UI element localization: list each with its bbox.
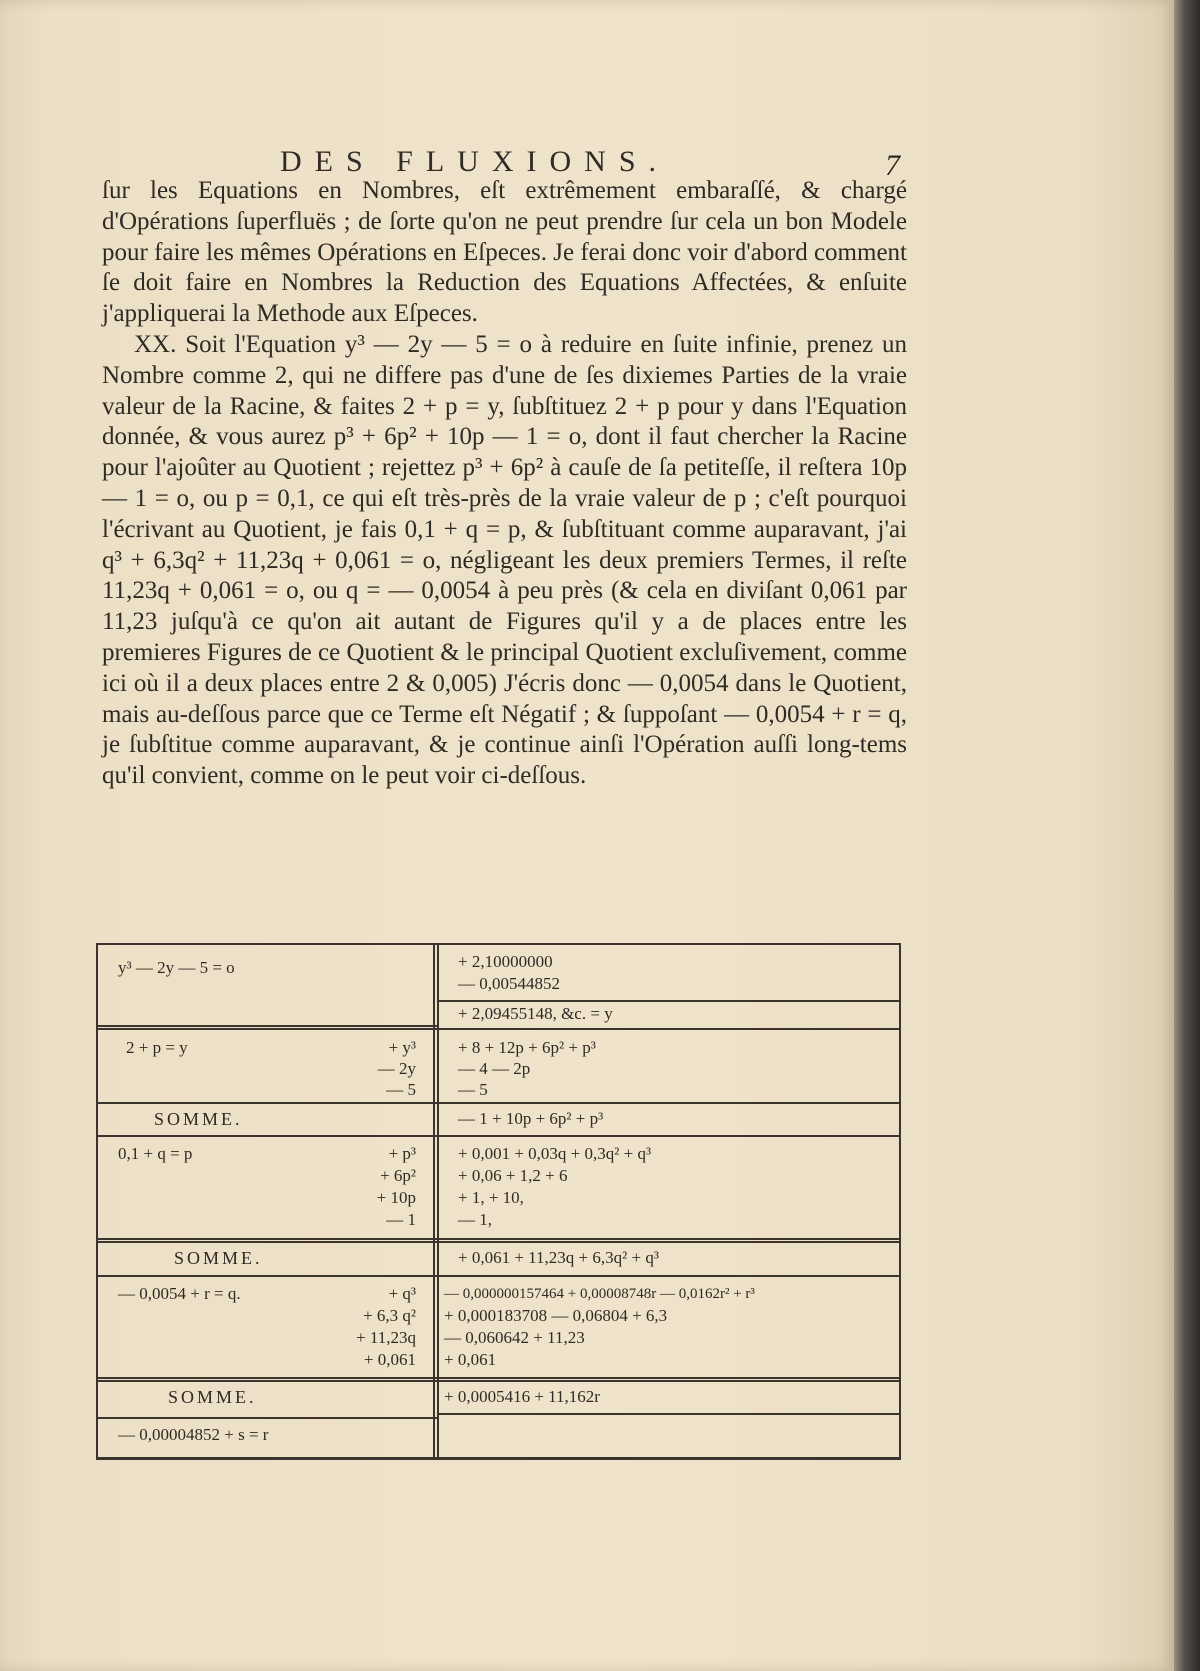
table-value: — 0,060642 + 11,23: [444, 1328, 585, 1347]
final-result: — 0,00004852 + s = r: [118, 1425, 269, 1444]
table-value: — 1,: [458, 1210, 492, 1229]
table-term: + 0,061: [363, 1350, 416, 1369]
row-rule: [96, 1025, 437, 1027]
row-rule: [96, 1102, 901, 1104]
table-value: — 0,00544852: [458, 974, 560, 993]
table-term: — 5: [386, 1080, 416, 1099]
table-term: + q³: [388, 1284, 416, 1303]
running-header: DES FLUXIONS.: [280, 145, 670, 178]
row-rule: [96, 1275, 901, 1277]
table-term: — 2y: [377, 1059, 416, 1078]
row-rule: [96, 1241, 901, 1243]
row-rule: [437, 1000, 899, 1002]
row-rule: [96, 1238, 901, 1240]
computation-table: [96, 943, 901, 1460]
table-value: + 0,06 + 1,2 + 6: [458, 1166, 568, 1185]
table-value: + 0,000183708 — 0,06804 + 6,3: [444, 1306, 668, 1325]
table-value: — 1 + 10p + 6p² + p³: [458, 1109, 604, 1128]
row-rule: [96, 1380, 901, 1382]
table-term: — 1: [386, 1210, 416, 1229]
table-term: + 11,23q: [356, 1328, 416, 1347]
somme-label: SOMME.: [174, 1248, 263, 1268]
table-value: + 8 + 12p + 6p² + p³: [458, 1038, 596, 1057]
book-binding-edge: [1174, 0, 1200, 1671]
somme-label: SOMME.: [168, 1387, 257, 1407]
table-value: + 1, + 10,: [458, 1188, 524, 1207]
equation: y³ — 2y — 5 = o: [118, 958, 235, 977]
substitution: 0,1 + q = p: [118, 1144, 193, 1163]
substitution: 2 + p = y: [126, 1038, 188, 1057]
row-rule: [96, 1135, 901, 1137]
table-value: + 0,061: [444, 1350, 497, 1369]
table-value: + 2,10000000: [458, 952, 553, 971]
somme-label: SOMME.: [154, 1109, 243, 1129]
table-value: — 5: [458, 1080, 488, 1099]
row-rule: [96, 1377, 901, 1379]
page-number: 7: [885, 149, 900, 182]
substitution: — 0,0054 + r = q.: [118, 1284, 241, 1303]
row-rule: [96, 1028, 901, 1030]
table-value: + 2,09455148, &c. = y: [458, 1004, 613, 1023]
row-rule: [437, 1413, 899, 1415]
table-term: + 6,3 q²: [363, 1306, 416, 1325]
table-value: + 0,061 + 11,23q + 6,3q² + q³: [458, 1248, 659, 1267]
row-rule: [96, 1417, 437, 1419]
table-term: + 10p: [376, 1188, 416, 1207]
table-term: + y³: [388, 1038, 416, 1057]
table-term: + p³: [388, 1144, 416, 1163]
table-value: — 4 — 2p: [458, 1059, 531, 1078]
table-value: + 0,0005416 + 11,162r: [444, 1387, 600, 1406]
table-value: — 0,000000157464 + 0,00008748r — 0,0162r² + r³: [444, 1286, 755, 1302]
table-value: + 0,001 + 0,03q + 0,3q² + q³: [458, 1144, 652, 1163]
table-term: + 6p²: [380, 1166, 416, 1185]
body-text: [102, 176, 907, 792]
paragraph: ſur les Equations en Nombres, eſt extrêmement embaraſſé, & chargé d'Opérations ſuperfluës ; de ſorte qu'on ne peut prendre ſur cela un bon Modele pour faire les mêmes Opérations en Eſpeces. Je ferai donc voir d'abord comment ſe doit faire en Nombres la Reduction des Equations Affectées, & enſuite j'appliquerai la Methode aux Eſpeces.: [102, 177, 907, 328]
paragraph: XX. Soit l'Equation y³ — 2y — 5 = o à reduire en ſuite infinie, prenez un Nombre comme 2, qui ne differe pas d'une de ſes dixiemes Parties de la vraie valeur de la Racine, & faites 2 + p = y, ſubſtituez 2 + p pour y dans l'Equation donnée, & vous aurez p³ + 6p² + 10p — 1 = o, dont il faut chercher la Racine pour l'ajoûter au Quotient ; rejettez p³ + 6p² à cauſe de ſa petiteſſe, il reſtera 10p — 1 = o, ou p = 0,1, ce qui eſt très-près de la vraie valeur de p ; c'eſt pourquoi l'écrivant au Quotient, je fais 0,1 + q = p, & ſubſtituant comme auparavant, j'ai q³ + 6,3q² + 11,23q + 0,061 = o, négligeant les deux premiers Termes, il reſte 11,23q + 0,061 = o, ou q = — 0,0054 à peu près (& cela en diviſant 0,061 par 11,23 juſqu'à ce qu'on ait autant de Figures qu'il y a de places entre les premieres Figures de ce Quotient & le principal Quotient excluſivement, comme ici où il a deux places entre 2 & 0,005) J'écris donc — 0,0054 dans le Quotient, mais au-deſſous parce que ce Terme eſt Négatif ; & ſuppoſant — 0,0054 + r = q, je ſubſtitue comme auparavant, & je continue ainſi l'Opération auſſi long-tems qu'il convient, comme on le peut voir ci-deſſous.: [102, 330, 907, 790]
